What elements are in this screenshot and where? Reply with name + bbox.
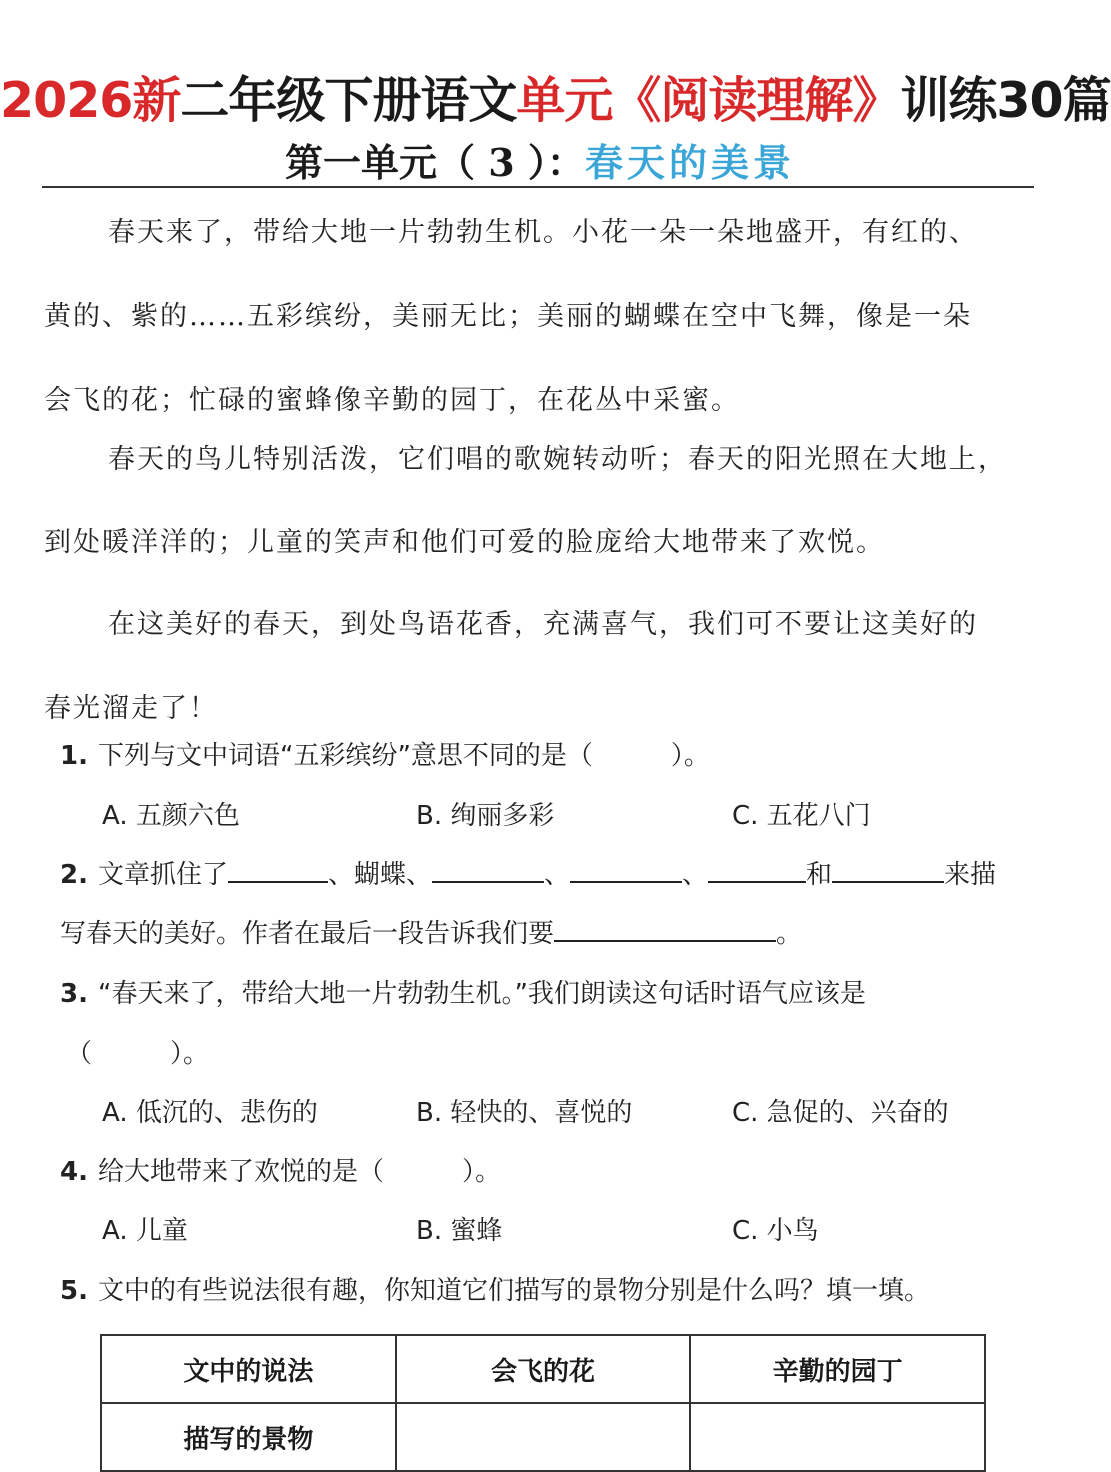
q1-option-a[interactable]: A. 五颜六色 xyxy=(102,801,240,831)
question-4 xyxy=(60,1151,501,1188)
table-header-cell: 会飞的花 xyxy=(396,1335,691,1403)
question-2-text-6: 来描 xyxy=(944,860,997,890)
q1-option-c[interactable]: C. 五花八门 xyxy=(732,801,871,831)
question-3-text: “春天来了，带给大地一片勃勃生机。”我们朗读这句话时语气应该是 xyxy=(97,979,866,1009)
passage-line-7: 春光溜走了！ xyxy=(44,693,218,724)
q4-option-b[interactable]: B. 蜜蜂 xyxy=(416,1216,503,1246)
table-answer-cell[interactable] xyxy=(396,1403,691,1471)
title-count: 训练30篇 xyxy=(900,72,1111,129)
question-3-line-2: （ ）。 xyxy=(66,1039,210,1069)
subtitle-label: 第一单元（ 3 ）： xyxy=(285,140,585,185)
question-5-number: 5. xyxy=(60,1276,88,1306)
table-answer-cell[interactable] xyxy=(690,1403,985,1471)
q4-option-a[interactable]: A. 儿童 xyxy=(102,1216,188,1246)
question-2 xyxy=(60,854,996,891)
question-3 xyxy=(60,973,866,1010)
q4-option-c[interactable]: C. 小鸟 xyxy=(732,1216,819,1246)
table-header-cell: 文中的说法 xyxy=(101,1335,396,1403)
table-row xyxy=(101,1403,985,1471)
passage-line-3: 会飞的花；忙碌的蜜蜂像辛勤的园丁，在花丛中采蜜。 xyxy=(44,385,740,416)
question-2-text-8: 。 xyxy=(776,919,803,949)
table-row xyxy=(101,1335,985,1403)
question-1 xyxy=(60,735,710,772)
q2-blank-2[interactable] xyxy=(432,857,544,883)
question-5 xyxy=(60,1270,930,1307)
question-4-number: 4. xyxy=(60,1157,88,1187)
passage-line-1: 春天来了，带给大地一片勃勃生机。小花一朵一朵地盛开，有红的、 xyxy=(108,217,978,248)
title-grade: 二年级下册语文 xyxy=(180,72,517,129)
question-2-number: 2. xyxy=(60,860,88,890)
table-header-cell: 辛勤的园丁 xyxy=(690,1335,985,1403)
q1-option-b[interactable]: B. 绚丽多彩 xyxy=(416,801,555,831)
question-2-text-1: 文章抓住了 xyxy=(97,860,228,890)
question-3-number: 3. xyxy=(60,979,88,1009)
q3-option-c[interactable]: C. 急促的、兴奋的 xyxy=(732,1098,949,1128)
q2-blank-6[interactable] xyxy=(554,916,776,942)
table-row-label: 描写的景物 xyxy=(101,1403,396,1471)
q2-blank-1[interactable] xyxy=(228,857,328,883)
question-1-number: 1. xyxy=(60,741,88,771)
title-unit: 单元《阅读理解》 xyxy=(516,72,901,129)
title-year: 2026新 xyxy=(0,72,181,129)
question-2-text-2: 、蝴蝶、 xyxy=(327,860,432,890)
question-5-text: 文中的有些说法很有趣，你知道它们描写的景物分别是什么吗？填一填。 xyxy=(97,1276,930,1306)
q2-blank-4[interactable] xyxy=(708,857,806,883)
subtitle-topic: 春天的美景 xyxy=(584,140,795,185)
q2-blank-5[interactable] xyxy=(832,857,944,883)
page-subtitle xyxy=(0,132,1080,187)
answer-table xyxy=(100,1334,986,1472)
passage-line-4: 春天的鸟儿特别活泼，它们唱的歌婉转动听；春天的阳光照在大地上， xyxy=(108,444,1007,475)
question-4-text: 给大地带来了欢悦的是（ ）。 xyxy=(97,1157,501,1187)
q2-blank-3[interactable] xyxy=(570,857,682,883)
passage-line-2: 黄的、紫的……五彩缤纷，美丽无比；美丽的蝴蝶在空中飞舞，像是一朵 xyxy=(44,301,972,332)
question-2-text-4: 、 xyxy=(682,860,709,890)
q3-option-b[interactable]: B. 轻快的、喜悦的 xyxy=(416,1098,633,1128)
passage-line-6: 在这美好的春天，到处鸟语花香，充满喜气，我们可不要让这美好的 xyxy=(108,609,978,640)
q3-option-a[interactable]: A. 低沉的、悲伤的 xyxy=(102,1098,318,1128)
passage-line-5: 到处暖洋洋的；儿童的笑声和他们可爱的脸庞给大地带来了欢悦。 xyxy=(44,527,885,558)
question-2-text-7: 写春天的美好。作者在最后一段告诉我们要 xyxy=(60,919,555,949)
title-divider xyxy=(42,186,1034,188)
question-1-text: 下列与文中词语“五彩缤纷”意思不同的是（ ）。 xyxy=(97,741,710,771)
page-title xyxy=(0,62,1111,132)
question-2-text-3: 、 xyxy=(544,860,571,890)
question-2-text-5: 和 xyxy=(806,860,833,890)
question-2-line-2 xyxy=(60,913,802,950)
